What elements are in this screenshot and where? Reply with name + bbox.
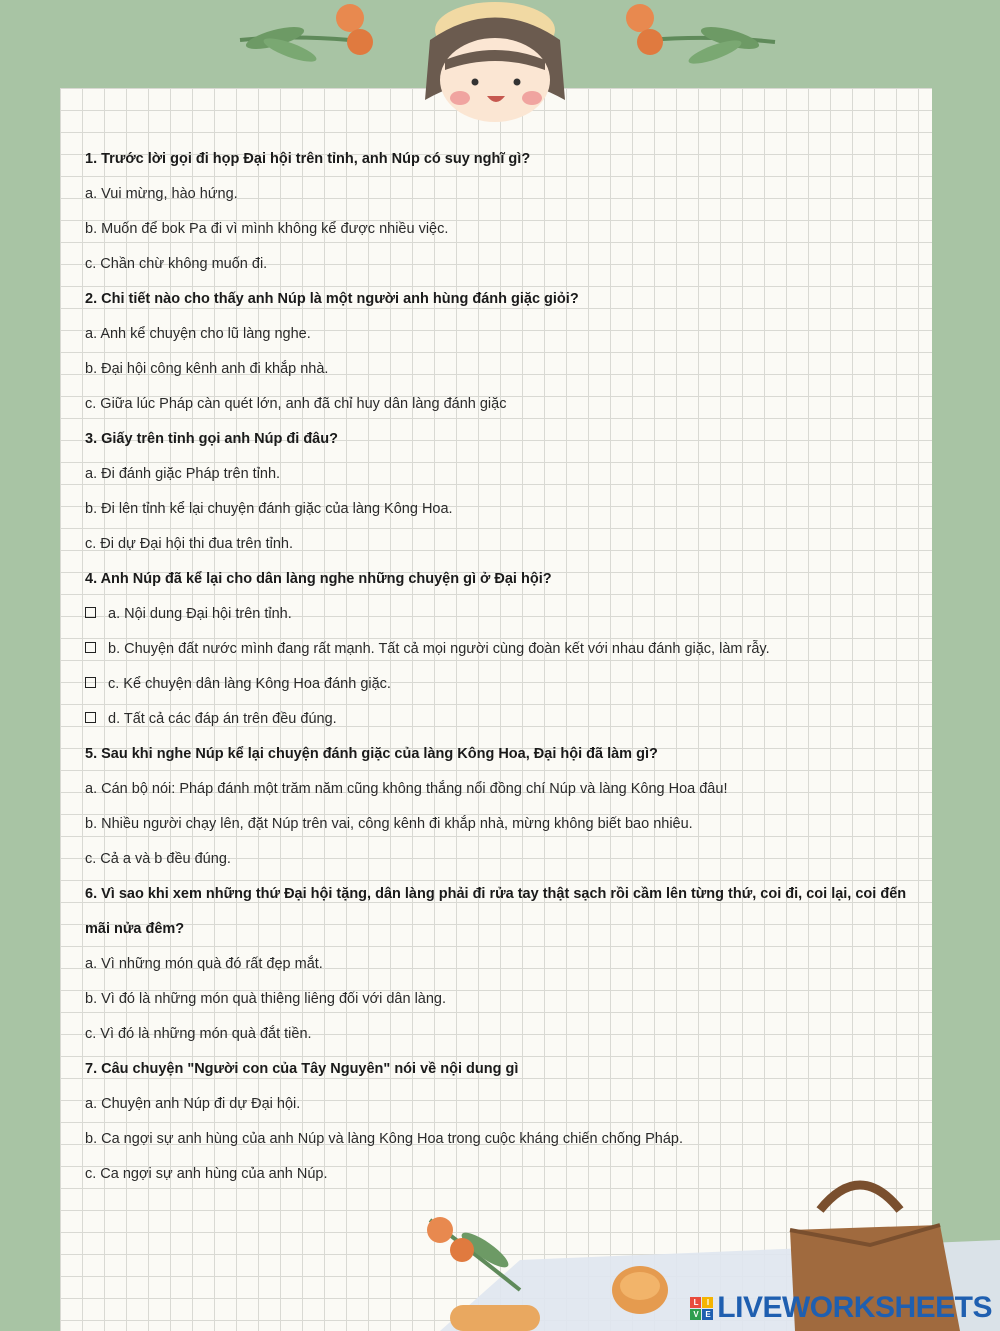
option[interactable]: a. Cán bộ nói: Pháp đánh một trăm năm cũng không thắng nổi đồng chí Núp và làng Kông Hoa đâu! [85,781,728,797]
question-2: 2. Chi tiết nào cho thấy anh Núp là một người anh hùng đánh giặc giỏi? [85,291,579,307]
liveworksheets-logo[interactable] [690,1291,992,1325]
option[interactable]: b. Vì đó là những món quà thiêng liêng đối với dân làng. [85,991,447,1007]
tulip-left-icon [240,4,373,66]
checkbox-icon[interactable] [85,642,96,653]
option-label: b. Chuyện đất nước mình đang rất mạnh. Tất cả mọi người cùng đoàn kết với nhau đánh giặc, làm rẫy. [108,641,770,657]
checkbox-icon[interactable] [85,677,96,688]
option-label: d. Tất cả các đáp án trên đều đúng. [108,711,337,727]
liveworksheets-mark-icon: L I V E [690,1297,713,1320]
question-4: 4. Anh Núp đã kể lại cho dân làng nghe những chuyện gì ở Đại hội? [85,571,552,587]
option[interactable]: a. Vì những món quà đó rất đẹp mắt. [85,956,323,972]
option[interactable]: c. Cả a và b đều đúng. [85,851,231,867]
girl-face-icon [425,2,565,122]
checkbox-option[interactable] [85,606,925,622]
question-6-continued: mãi nửa đêm? [85,921,185,937]
option[interactable]: c. Chần chừ không muốn đi. [85,256,268,272]
checkbox-icon[interactable] [85,712,96,723]
question-1: 1. Trước lời gọi đi họp Đại hội trên tỉnh, anh Núp có suy nghĩ gì? [85,151,531,167]
option[interactable]: b. Đi lên tỉnh kể lại chuyện đánh giặc của làng Kông Hoa. [85,501,453,517]
checkbox-option[interactable] [85,711,925,727]
question-3: 3. Giấy trên tỉnh gọi anh Núp đi đâu? [85,431,338,447]
question-5: 5. Sau khi nghe Núp kể lại chuyện đánh giặc của làng Kông Hoa, Đại hội đã làm gì? [85,746,658,762]
option[interactable]: c. Vì đó là những món quà đắt tiền. [85,1026,312,1042]
option[interactable]: b. Ca ngợi sự anh hùng của anh Núp và làng Kông Hoa trong cuộc kháng chiến chống Pháp. [85,1131,684,1147]
question-6: 6. Vì sao khi xem những thứ Đại hội tặng, dân làng phải đi rửa tay thật sạch rồi cầm lên từng thứ, coi đi, coi lại, coi đến [85,886,907,902]
checkbox-icon[interactable] [85,607,96,618]
option[interactable]: c. Ca ngợi sự anh hùng của anh Núp. [85,1166,328,1182]
option[interactable]: b. Đại hội công kênh anh đi khắp nhà. [85,361,329,377]
option[interactable]: a. Anh kể chuyện cho lũ làng nghe. [85,326,311,342]
option[interactable]: b. Muốn để bok Pa đi vì mình không kể được nhiều việc. [85,221,449,237]
option[interactable]: a. Vui mừng, hào hứng. [85,186,238,202]
option-label: c. Kể chuyện dân làng Kông Hoa đánh giặc. [108,676,391,692]
option[interactable]: b. Nhiều người chạy lên, đặt Núp trên vai, công kênh đi khắp nhà, mừng không biết bao nhiêu. [85,816,693,832]
option[interactable]: c. Giữa lúc Pháp càn quét lớn, anh đã chỉ huy dân làng đánh giặc [85,396,507,412]
option[interactable]: c. Đi dự Đại hội thi đua trên tỉnh. [85,536,293,552]
checkbox-option[interactable] [85,676,925,692]
tulip-right-icon [626,4,775,68]
logo-text: LIVEWORKSHEETS [717,1291,992,1324]
question-7: 7. Câu chuyện "Người con của Tây Nguyên" nói về nội dung gì [85,1061,519,1077]
option[interactable]: a. Đi đánh giặc Pháp trên tỉnh. [85,466,281,482]
tulip-bottom-icon [427,1217,520,1290]
option-label: a. Nội dung Đại hội trên tỉnh. [108,606,292,622]
checkbox-option[interactable] [85,641,925,657]
option[interactable]: a. Chuyện anh Núp đi dự Đại hội. [85,1096,301,1112]
header-illustration [230,0,790,125]
